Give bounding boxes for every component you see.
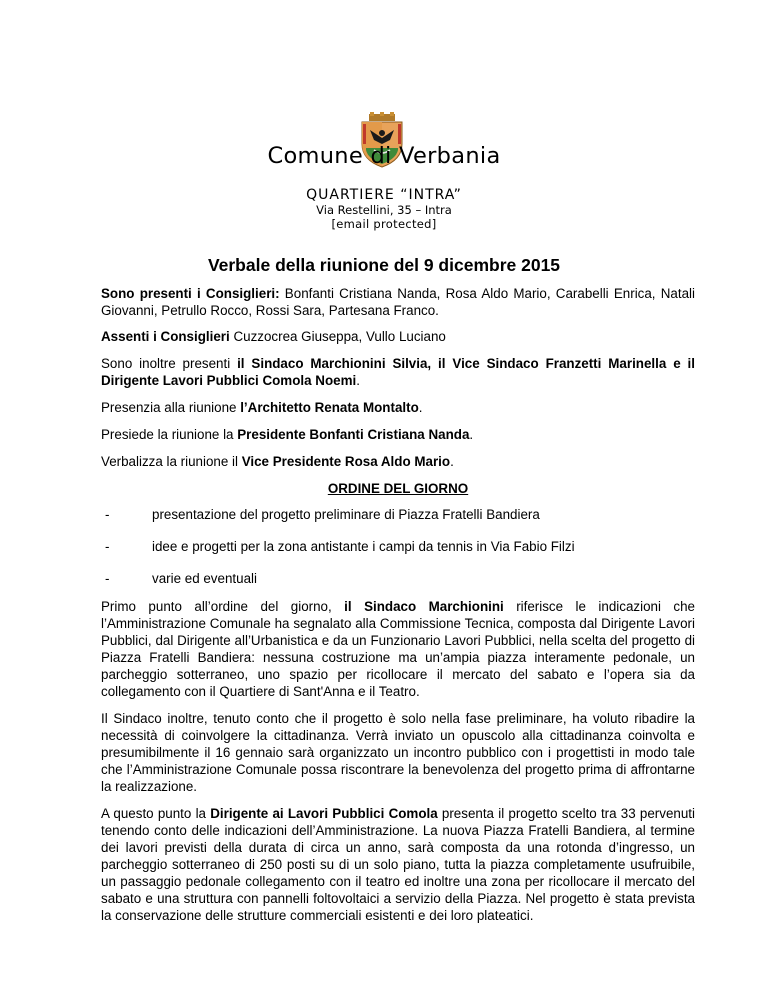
para3-bold: Dirigente ai Lavori Pubblici Comola (210, 806, 438, 821)
present-councillors (101, 285, 695, 319)
agenda-item (101, 506, 695, 523)
architect-pre: Presenzia alla riunione (101, 400, 241, 415)
district-header (0, 187, 768, 231)
architect-post: . (418, 400, 423, 415)
chair-post: . (469, 427, 474, 442)
minutes-post: . (450, 454, 454, 469)
absent-names: Cuzzocrea Giuseppa, Vullo Luciano (229, 329, 446, 344)
agenda-item (101, 570, 695, 587)
paragraph-director (101, 805, 695, 924)
para3-pre: A questo punto la (101, 806, 211, 821)
document-body (101, 285, 695, 934)
agenda-item-text: varie ed eventuali (152, 571, 257, 586)
present-label: Sono presenti i Consiglieri: (101, 286, 280, 301)
district-email: [email protected] (331, 217, 437, 231)
agenda-item (101, 538, 695, 555)
paragraph-mayor: Il Sindaco inoltre, tenuto conto che il progetto è solo nella fase preliminare, ha voluto ribadire la necessità di coinvolgere la cittadinanza. Verrà inviato un opuscolo alla cittadinanza coinvolta e presumibilmente il 16 gennaio sarà organizzato un incontro pubblico con i progettisti in modo tale che l’Amministrazione Comunale possa riscontrare la benevolenza del progetto prima di affrontarne la realizzazione. (101, 711, 695, 794)
agenda-bullet: - (105, 507, 110, 522)
minutes-statement (101, 453, 695, 470)
agenda-item-text: presentazione del progetto preliminare di Piazza Fratelli Bandiera (152, 507, 540, 522)
district-address: Via Restellini, 35 – Intra (316, 203, 452, 217)
para1-post: riferisce le indicazioni che l’Amministrazione Comunale ha segnalato alla Commissione Tecnica, composta dal Dirigente Lavori Pubblici, dal Dirigente all’Urbanistica e da un Funzionario Lavori Pubblici, nella scelta del progetto di Piazza Fratelli Bandiera: nessuna costruzione ma un’ampia piazza interamente pedonale, un parcheggio sotterraneo, uno spazio per ricollocare il mercato del sabato e l’opera sia da collegamento con il Quartiere di Sant'Anna e il Teatro. (101, 599, 695, 699)
agenda-item-text: idee e progetti per la zona antistante i campi da tennis in Via Fabio Filzi (152, 539, 575, 554)
municipality-name: Comune di Verbania (267, 143, 501, 169)
architect-name: l’Architetto Renata Montalto (240, 400, 419, 415)
absent-councillors (101, 328, 695, 345)
agenda-list (101, 506, 695, 587)
also-present-pre: Sono inoltre presenti (101, 356, 238, 371)
chair-statement (101, 426, 695, 443)
minutes-pre: Verbalizza la riunione il (101, 454, 242, 469)
also-present-names: il Sindaco Marchionini Silvia, il Vice Sindaco Franzetti Marinella e il Dirigente Lavori Pubblici Comola Noemi (101, 356, 695, 388)
chair-name: Presidente Bonfanti Cristiana Nanda (237, 427, 470, 442)
absent-label: Assenti i Consiglieri (101, 329, 230, 344)
document-title: Verbale della riunione del 9 dicembre 2015 (207, 255, 561, 275)
architect-present (101, 399, 695, 416)
para1-bold: il Sindaco Marchionini (344, 599, 504, 614)
district-name: QUARTIERE “INTRA” (306, 187, 462, 203)
agenda-bullet: - (105, 539, 110, 554)
also-present (101, 355, 695, 389)
para1-pre: Primo punto all’ordine del giorno, (101, 599, 345, 614)
present-names: Bonfanti Cristiana Nanda, Rosa Aldo Mario, Carabelli Enrica, Natali Giovanni, Petrullo Rocco, Rossi Sara, Partesana Franco. (101, 286, 695, 318)
agenda-bullet: - (105, 571, 110, 586)
para3-post: presenta il progetto scelto tra 33 pervenuti tenendo conto delle indicazioni dell’Amministrazione. La nuova Piazza Fratelli Bandiera, al termine dei lavori previsti della durata di circa un anno, sarà composta da una rotonda d’ingresso, un parcheggio sotterraneo di 250 posti su di un solo piano, tutta la piazza completamente usufruibile, un passaggio pedonale collegamento con il teatro ed inoltre una zona per ricollocare il mercato del sabato e una struttura con pannelli foltovoltaici a servizio della Piazza. Nel progetto è stata prevista la conservazione delle strutture commerciali esistenti e dei loro plateatici. (101, 806, 695, 923)
minutes-name: Vice Presidente Rosa Aldo Mario (241, 454, 451, 469)
also-present-post: . (356, 373, 360, 388)
chair-pre: Presiede la riunione la (101, 427, 238, 442)
agenda-heading: ORDINE DEL GIORNO (327, 481, 469, 496)
paragraph-first-point (101, 598, 695, 700)
